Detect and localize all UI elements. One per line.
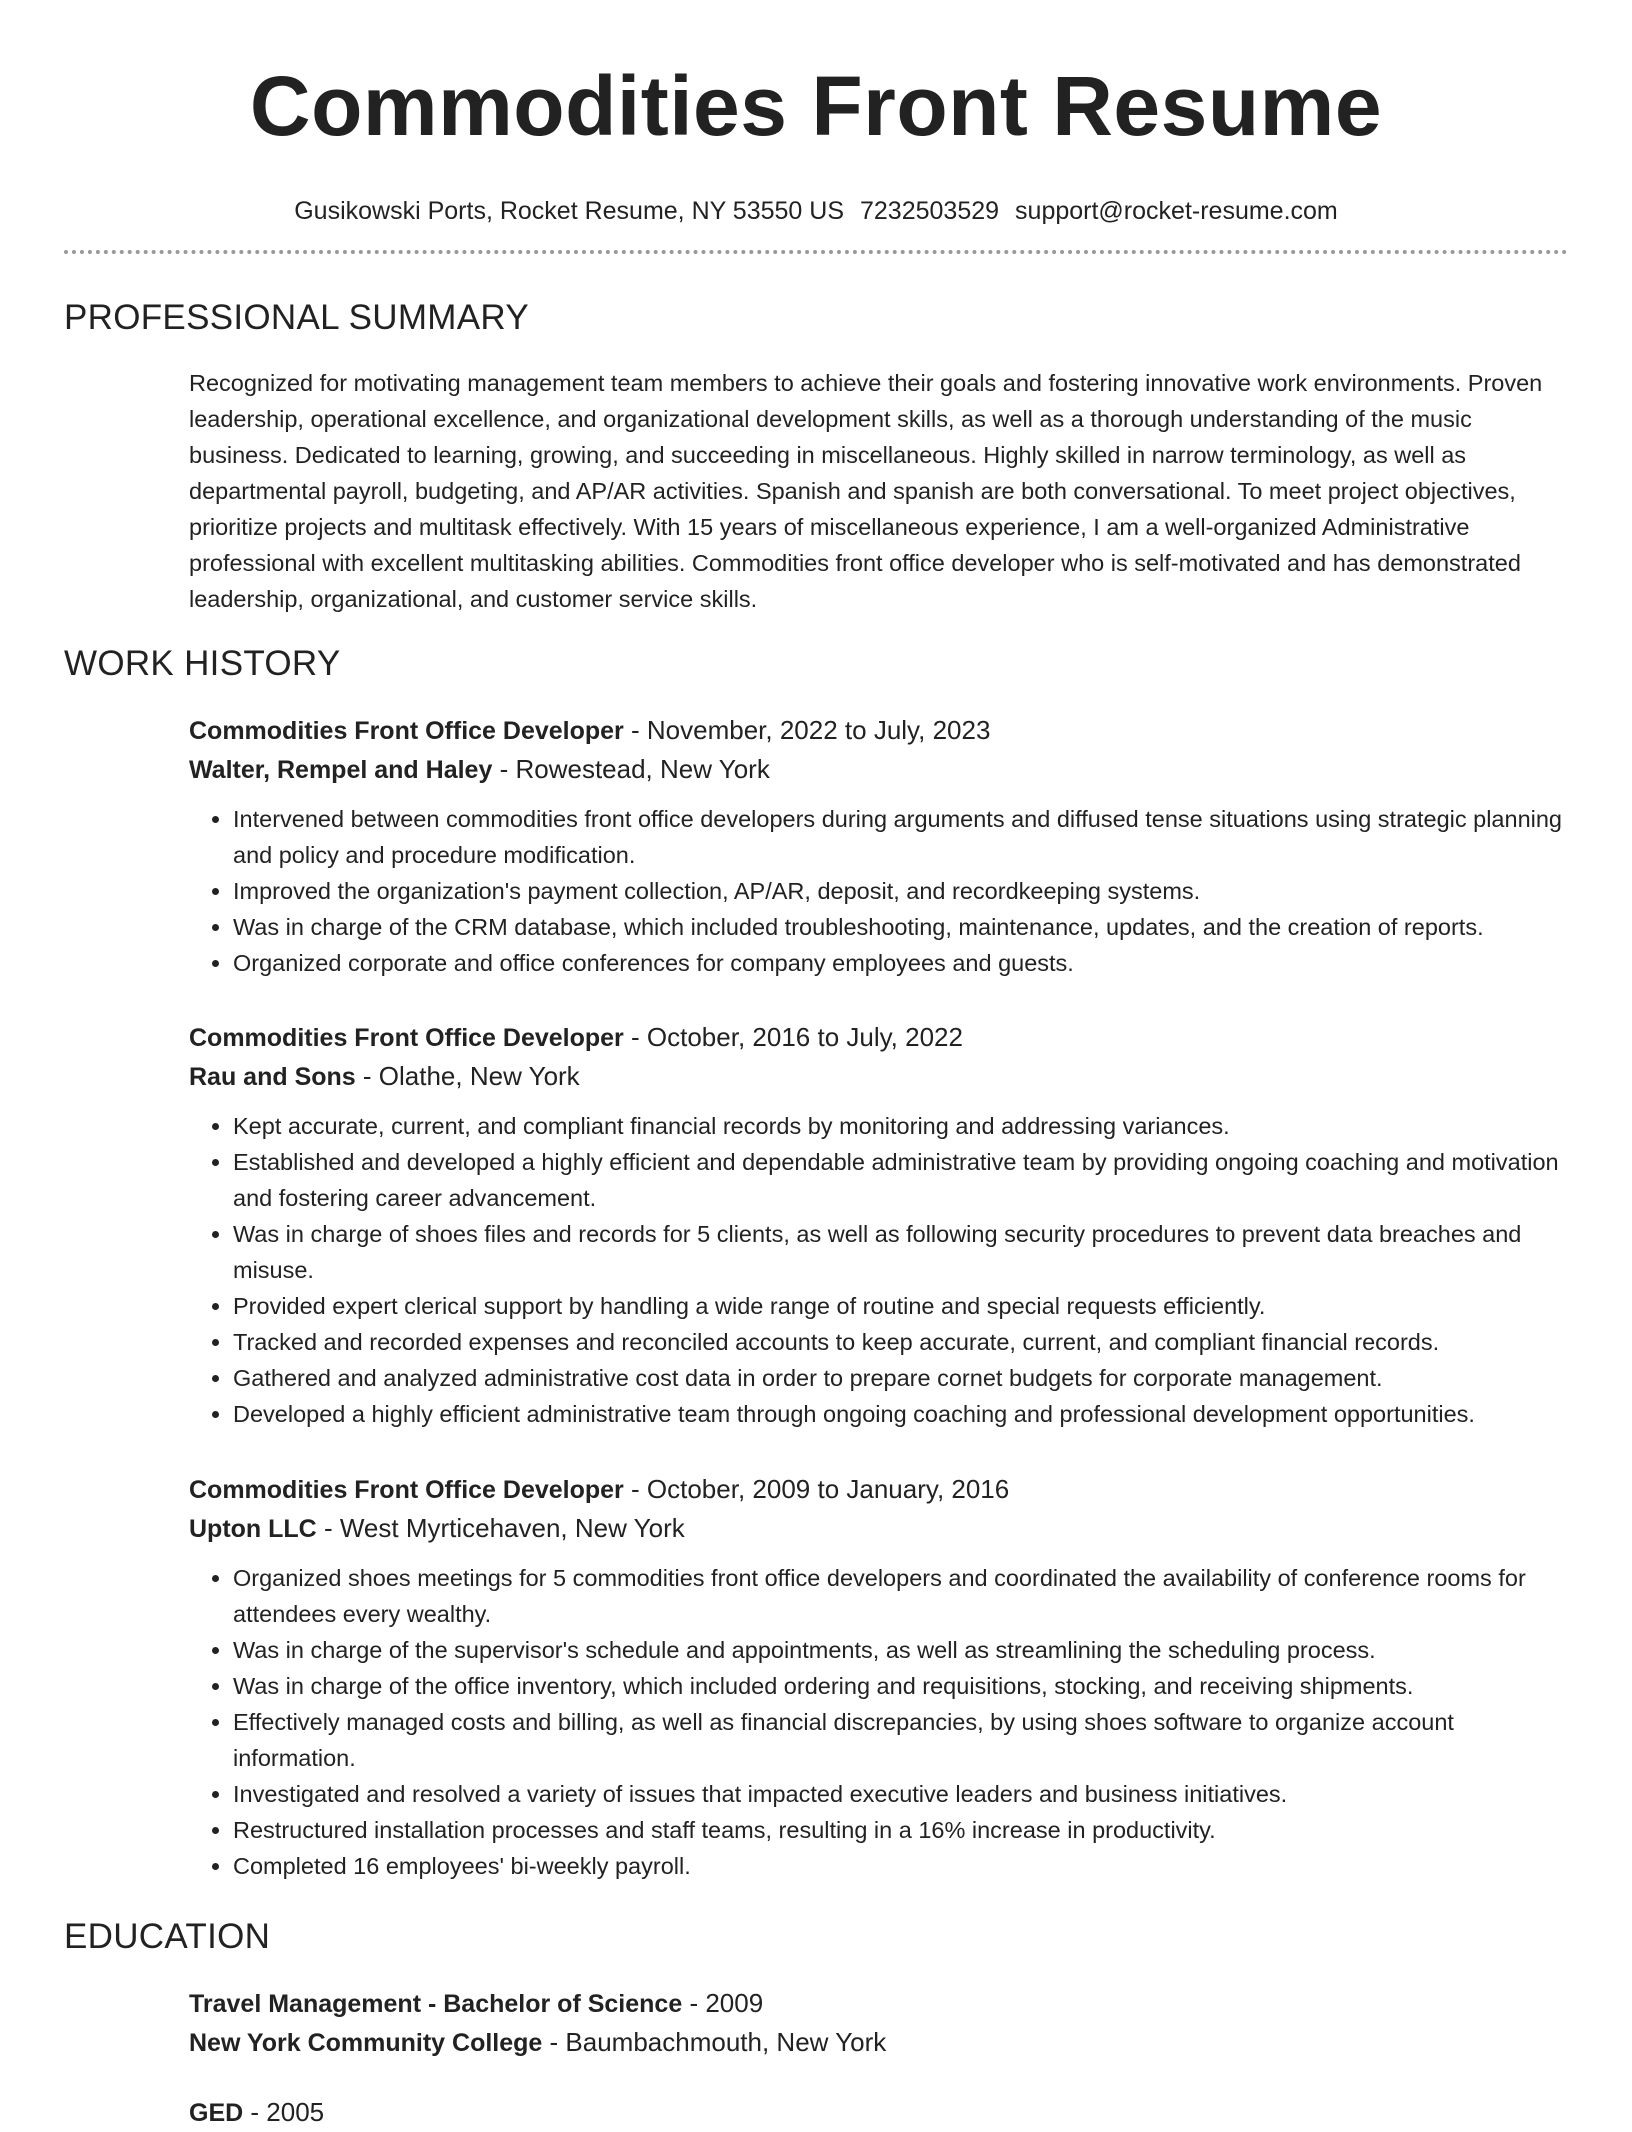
job-bullet: • Investigated and resolved a variety of issues that impacted executive leaders and business initiatives. (233, 1776, 1568, 1812)
job-location: - Rowestead, New York (492, 754, 770, 784)
summary-block (189, 365, 1568, 617)
candidate-name: Commodities Front Resume (249, 59, 1383, 153)
job-title-line (189, 1018, 1568, 1057)
job-bullet: • Developed a highly efficient administrative team through ongoing coaching and professional development opportunities. (233, 1396, 1568, 1432)
education-school-line (189, 2023, 1568, 2062)
contact-line (0, 196, 1632, 226)
job-bullet: • Established and developed a highly efficient and dependable administrative team by providing ongoing coaching and motivation and fostering career advancement. (233, 1144, 1568, 1216)
education-location: - Baumbachmouth, New York (542, 2027, 887, 2057)
job-title: Commodities Front Office Developer (189, 1476, 624, 1504)
job-bullet: • Was in charge of the supervisor's schedule and appointments, as well as streamlining the scheduling process. (233, 1632, 1568, 1668)
job-bullet: • Effectively managed costs and billing, as well as financial discrepancies, by using shoes software to organize account information. (233, 1704, 1568, 1776)
job-dates: - October, 2009 to January, 2016 (623, 1474, 1010, 1504)
education-year: - 2005 (243, 2097, 325, 2127)
job-bullet: • Kept accurate, current, and compliant financial records by monitoring and addressing variances. (233, 1108, 1568, 1144)
job-company: Walter, Rempel and Haley (189, 756, 493, 784)
contact-email: support@rocket-resume.com (1015, 197, 1338, 225)
job-bullets (189, 801, 1568, 981)
job-company-line (189, 1057, 1568, 1096)
job-bullet: • Restructured installation processes and staff teams, resulting in a 16% increase in productivity. (233, 1812, 1568, 1848)
job-entry (189, 711, 1568, 981)
job-bullet: • Was in charge of the CRM database, which included troubleshooting, maintenance, updates, and the creation of reports. (233, 909, 1568, 945)
resume-header (0, 0, 1632, 226)
job-entry (189, 1470, 1568, 1884)
job-dates: - November, 2022 to July, 2023 (623, 715, 991, 745)
job-bullet: • Provided expert clerical support by handling a wide range of routine and special requests efficiently. (233, 1288, 1568, 1324)
job-company-line (189, 1509, 1568, 1548)
job-bullet: • Was in charge of shoes files and records for 5 clients, as well as following security procedures to prevent data breaches and misuse. (233, 1216, 1568, 1288)
education-degree: Travel Management - Bachelor of Science (189, 1990, 683, 2018)
job-bullet: • Organized shoes meetings for 5 commodities front office developers and coordinated the availability of conference rooms for attendees every wealthy. (233, 1560, 1568, 1632)
job-location: - Olathe, New York (355, 1061, 580, 1091)
education-degree: GED (189, 2099, 244, 2127)
job-title-line (189, 1470, 1568, 1509)
job-title: Commodities Front Office Developer (189, 1024, 624, 1052)
job-bullets (189, 1108, 1568, 1432)
summary-text: Recognized for motivating management team members to achieve their goals and fostering innovative work environments. Proven leadership, operational excellence, and organizational development skills, as well as a thorough understanding of the music business. Dedicated to learning, growing, and succeeding in miscellaneous. Highly skilled in narrow terminology, as well as departmental payroll, budgeting, and AP/AR activities. Spanish and spanish are both conversational. To meet project objectives, prioritize projects and multitask effectively. With 15 years of miscellaneous experience, I am a well-organized Administrative professional with excellent multitasking abilities. Commodities front office developer who is self-motivated and has demonstrated leadership, organizational, and customer service skills. (189, 370, 1543, 612)
job-company: Upton LLC (189, 1515, 317, 1543)
job-bullet: • Organized corporate and office conferences for company employees and guests. (233, 945, 1568, 981)
job-bullet: • Was in charge of the office inventory, which included ordering and requisitions, stocking, and receiving shipments. (233, 1668, 1568, 1704)
education-degree-line (189, 2093, 1568, 2132)
job-dates: - October, 2016 to July, 2022 (623, 1022, 963, 1052)
job-bullets (189, 1560, 1568, 1884)
job-bullet: • Intervened between commodities front office developers during arguments and diffused tense situations using strategic planning and policy and procedure modification. (233, 801, 1568, 873)
section-title-work-history: WORK HISTORY (64, 644, 341, 683)
job-company: Rau and Sons (189, 1063, 356, 1091)
contact-phone: 7232503529 (860, 197, 1000, 225)
job-title-line (189, 711, 1568, 750)
education-entry (189, 1984, 1568, 2062)
job-bullet: • Gathered and analyzed administrative cost data in order to prepare cornet budgets for corporate management. (233, 1360, 1568, 1396)
education-school: New York Community College (189, 2029, 543, 2057)
job-entry (189, 1018, 1568, 1432)
education-entry (189, 2093, 1568, 2132)
section-title-summary: PROFESSIONAL SUMMARY (64, 298, 529, 337)
job-bullet: • Completed 16 employees' bi-weekly payroll. (233, 1848, 1568, 1884)
section-title-education: EDUCATION (64, 1917, 271, 1956)
job-company-line (189, 750, 1568, 789)
job-title: Commodities Front Office Developer (189, 717, 624, 745)
job-bullet: • Tracked and recorded expenses and reconciled accounts to keep accurate, current, and compliant financial records. (233, 1324, 1568, 1360)
education-degree-line (189, 1984, 1568, 2023)
header-divider (64, 250, 1568, 254)
job-bullet: • Improved the organization's payment collection, AP/AR, deposit, and recordkeeping systems. (233, 873, 1568, 909)
education-year: - 2009 (682, 1988, 764, 2018)
contact-address: Gusikowski Ports, Rocket Resume, NY 53550 US (294, 197, 844, 225)
job-location: - West Myrticehaven, New York (316, 1513, 685, 1543)
